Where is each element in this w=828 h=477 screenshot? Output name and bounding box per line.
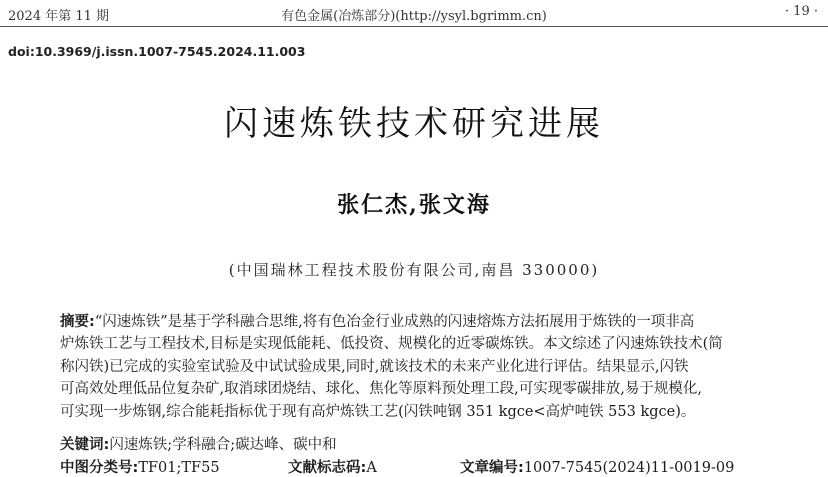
keywords bbox=[60, 433, 337, 454]
issue-label: 2024 年第 11 期 bbox=[8, 9, 110, 24]
abstract bbox=[60, 311, 772, 423]
abstract-line bbox=[60, 311, 772, 333]
abstract-line: 称闪铁)已完成的实验室试验及中试试验成果,同时,就该技术的未来产业化进行评估。结果显示,闪铁 bbox=[60, 358, 689, 375]
article-value: 1007-7545(2024)11-0019-09 bbox=[523, 460, 735, 476]
document-code bbox=[288, 456, 377, 477]
doc-label: 文献标志码: bbox=[288, 460, 367, 476]
abstract-line: 可实现一步炼钢,综合能耗指标优于现有高炉炼铁工艺(闪铁吨钢 351 kgce<高炉吨铁 553 kgce)。 bbox=[60, 403, 696, 420]
abstract-line: 炉炼铁工艺与工程技术,目标是实现低能耗、低投资、规模化的近零碳炼铁。本文综述了闪速炼铁技术(简 bbox=[60, 336, 723, 353]
article-label: 文章编号: bbox=[460, 460, 524, 476]
doc-value: A bbox=[366, 460, 377, 476]
page-number: · 19 · bbox=[784, 4, 818, 19]
authors: 张仁杰,张文海 bbox=[337, 192, 491, 218]
abstract-line: 可高效处理低品位复杂矿,取消球团烧结、球化、焦化等原料预处理工段,可实现零碳排放,易于规模化, bbox=[60, 381, 702, 398]
clc-label: 中图分类号: bbox=[60, 460, 139, 476]
journal-name: 有色金属(冶炼部分)(http://ysyl.bgrimm.cn) bbox=[281, 9, 547, 24]
keywords-label: 关键词: bbox=[60, 437, 110, 453]
header-divider bbox=[0, 26, 828, 27]
keywords-value: 闪速炼铁;学科融合;碳达峰、碳中和 bbox=[109, 437, 337, 453]
paper-title: 闪速炼铁技术研究进展 bbox=[224, 104, 604, 144]
running-header bbox=[0, 0, 828, 27]
doi: doi:10.3969/j.issn.1007-7545.2024.11.003 bbox=[8, 44, 306, 59]
abstract-label: 摘要: bbox=[60, 314, 95, 330]
abstract-text: “闪速炼铁”是基于学科融合思维,将有色冶金行业成熟的闪速熔炼方法拓展用于炼铁的一项非高 bbox=[94, 314, 695, 330]
article-number bbox=[460, 456, 734, 477]
clc-number bbox=[60, 456, 220, 477]
affiliation: (中国瑞林工程技术股份有限公司,南昌 330000) bbox=[228, 261, 600, 279]
clc-value: TF01;TF55 bbox=[138, 460, 220, 476]
